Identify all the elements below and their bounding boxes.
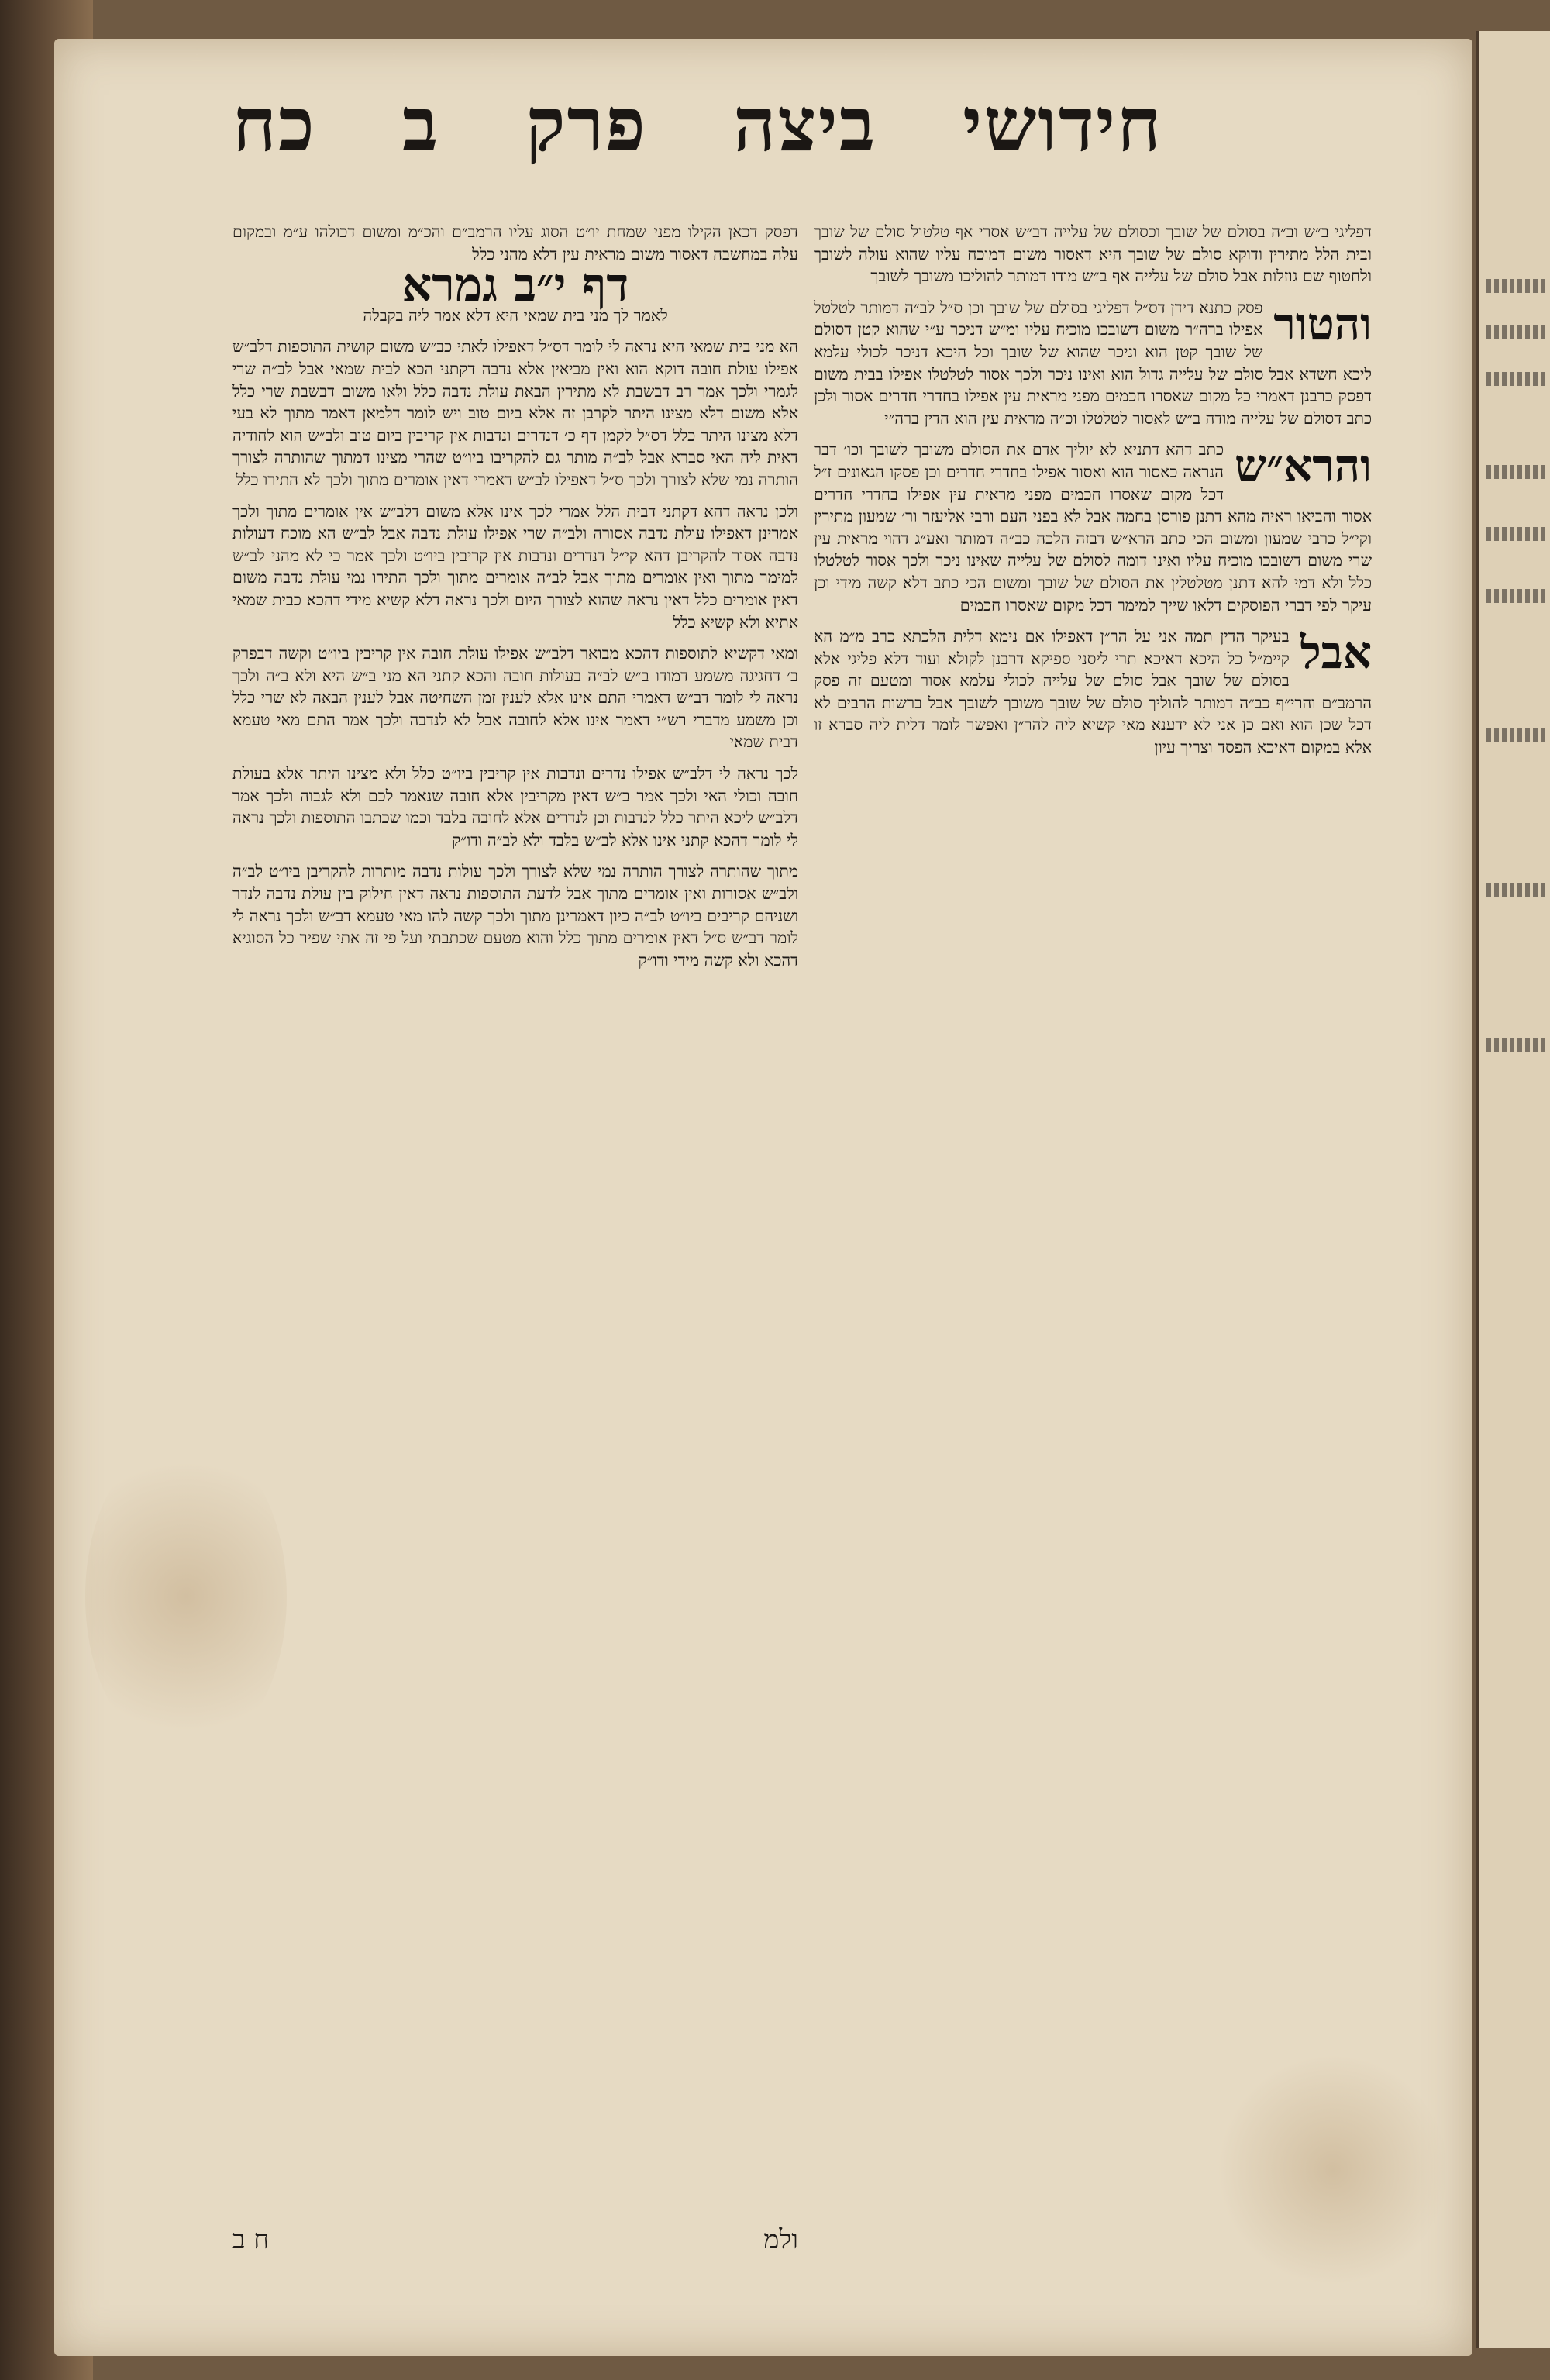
next-page-text-fragment bbox=[1486, 589, 1548, 603]
left-paragraph-3: ומאי דקשיא לתוספות דהכא מבואר דלב״ש אפילו עולת חובה אין קריבין ביו״ט וקשה דבפרק ב׳ דחגיגה משמע דמודו ב״ש לב״ה בעולות חובה והכא קתני הא מני ב״ש היא ולא ב״ה ולכך נראה לי לומר דב״ש דאמרי התם אינו אלא לענין זמן השחיטה אבל לענין הבאה לא שרי כלל וכן משמע מדברי רש״י דאמר אינו אלא לחובה אבל לא לנדבה ולכך אמר התם מאי טעמא דבית שמאי bbox=[232, 644, 798, 752]
next-page-edge bbox=[1476, 31, 1550, 2348]
header-word-chapter-number: ב bbox=[401, 80, 440, 168]
paragraph-text: פסק כתנא דידן דס״ל דפליגי בסולם של שובך וכן ס״ל לב״ה דמותר לטלטל אפילו ברה״ר משום דשובכו מוכיח עליו ומ״ש דניכר ע״י שהוא קטן דסולם של שובך קטן הוא וניכר שהוא של שובך וכל היכא דניכר לכולי עלמא ליכא חשדא אבל סולם של עלייה גדול הוא ואינו ניכר ולכך אסור לטלטלו אפילו בבית משום דפסק כרבנן דאמרי כל מקום שאסרו חכמים מפני מראית עין אפילו בחדרי חדרים אסור ולכן כתב דסולם של עלייה מודה ב״ש לאסור לטלטלו וכ״ה מראית עין הוא הדין ברה״י bbox=[814, 298, 1372, 428]
dibbur-hamatchil-harosh: והרא״ש bbox=[1234, 439, 1372, 493]
next-page-text-fragment bbox=[1486, 325, 1548, 339]
next-page-text-fragment bbox=[1486, 728, 1548, 742]
left-paragraph-5: מתוך שהותרה לצורך הותרה נמי שלא לצורך ולכך עולות נדבה מותרות להקריבן ביו״ט לב״ה ולב״ש אסורות ואין אומרים מתוך אבל לדעת התוספות נראה דאין חילוק בין עולת נדבה לנדר ושניהם קריבים ביו״ט לב״ה כיון דאמרינן מתוך ולכך קשה להו מאי טעמא דב״ש ולכך נראה לי לומר דב״ש ס״ל דאין אומרים מתוך כלל והוא מטעם שכתבתי ועל פי זה אתי שפיר כל הסוגיא דהכא ולא קשה מידי ודו״ק bbox=[232, 862, 798, 970]
right-column bbox=[814, 221, 1372, 768]
left-paragraph-4: לכך נראה לי דלב״ש אפילו נדרים ונדבות אין קריבין ביו״ט כלל ולא מצינו היתר אלא בעולת חובה וכולי האי ולכך אמר ב״ש דאין מקריבין אלא חובה שנאמר לכם ולא לגבוה ולכך אמר דלב״ש ליכא היתר כלל לנדבות וכן לנדרים אלא לחובה בלבד וכמו שכתבו התוספות ולכך נראה לי לומר דהכא קתני אינו אלא לב״ש בלבד ולא לב״ה ודו״ק bbox=[232, 764, 798, 849]
section-subtitle: לאמר לך מני בית שמאי היא דלא אמר ליה בקבלה bbox=[363, 305, 668, 325]
next-page-text-fragment bbox=[1486, 372, 1548, 386]
paper-stain bbox=[85, 1434, 287, 1759]
header-word-tractate: ביצה bbox=[733, 80, 877, 168]
header-word-folio: כח bbox=[232, 80, 316, 168]
right-paragraph-3 bbox=[814, 625, 1372, 759]
header-word-chapter: פרק bbox=[525, 80, 647, 168]
next-page-text-fragment bbox=[1486, 1038, 1548, 1052]
next-page-text-fragment bbox=[1486, 465, 1548, 479]
next-page-text-fragment bbox=[1486, 883, 1548, 897]
left-intro-text: דפסק דכאן הקילו מפני שמחת יו״ט הסוג עליו הרמב״ם והכ״מ ומשום דכולהו ע״מ ובמקום עלה במחשבה דאסור משום מראית עין דלא מהני כלל bbox=[232, 222, 798, 263]
paper-stain bbox=[1217, 2054, 1449, 2286]
page-footer bbox=[232, 2224, 798, 2255]
paragraph-text: כתב דהא דתניא לא יוליך אדם את הסולם משובך לשובך וכו׳ דבר הנראה כאסור הוא ואסור אפילו בחדרי חדרים וכן פסקו הגאונים ז״ל דכל מקום שאסרו חכמים מפני מראית עין אפילו בחדרי חדרים אסור והביאו ראיה מהא דתנן פורסן בחמה אבל לא בפני העם ורבי אליעזר ור׳ שמעון מתירין וקי״ל כרבי שמעון ומשום הכי כתב הרא״ש דבזה הלכה כב״ה דמותר ואע״ג דהוי מראית עין שרי משום דשובכו מוכיח עליו ואינו דומה לסולם של עלייה שאינו ניכר ולכך אסור לטלטלו כלל ולא דמי להא דתנן מטלטלין את הסולם של שובך ומשום הכי כתב דלא קשה מידי וכן עיקר לפי דברי הפוסקים דלאו שייך למימר דכל מקום שאסרו חכמים bbox=[814, 440, 1373, 615]
next-page-text-fragment bbox=[1486, 527, 1548, 541]
dibbur-hamatchil-aval: אבל bbox=[1300, 626, 1372, 680]
right-paragraph-2 bbox=[814, 439, 1372, 616]
left-paragraph-1: הא מני בית שמאי היא נראה לי לומר דס״ל דאפילו לאתי כב״ש משום קושית התוספות דלב״ש אפילו עולת חובה דוקא הוא ואין מביאין אלא נדבה דקתני הכא לבית שמאי אבל לב״ה שרי לגמרי ולכך אמר רב דבשבת לא מתירין הבאת עולת נדבה כלל ולאו משום דבשבת שרי כלל אלא משום דלא מצינו היתר לקרבן זה אלא ביום טוב ויש לומר דלמאן דאמר מתוך לא בעי דלא מצינו היתר כלל דס״ל לקמן דף כ׳ דנדרים ונדבות אין קריבין ביום טוב ולב״ש הוא לחודיה דאית ליה האי סברא אבל לב״ה מותר גם להקריבו ביו״ט שהרי מצינו דמתוך שהותרה לצורך הותרה נמי שלא לצורך ולכך ס״ל דאפילו לב״ש דאמרי דאין אומרים מתוך ולכך לא התירו כלל bbox=[232, 337, 798, 489]
dibbur-hamatchil-hatur: והטור bbox=[1273, 297, 1372, 350]
right-paragraph-1 bbox=[814, 297, 1372, 430]
paragraph-text: בעיקר הדין תמה אני על הר״ן דאפילו אם נימא דלית הלכתא כרב מ״מ הא קיימ״ל כל היכא דאיכא תרי ליסני ספיקא דרבנן לקולא ועוד דלא פליגי אלא בסולם של שובך אבל סולם של עלייה לכולי עלמא אסור ומטעם זה פסק הרמב״ם והרי״ף כב״ה דמותר להוליך סולם של שובך משובך לשובך אבל ברשות הרבים לא דכל שכן הוא ואם כן אני לא ידענא מאי קשיא ליה להר״ן ואפשר לומר דלית ליה סברא זו אלא במקום דאיכא הפסד וצריך עיון bbox=[814, 627, 1372, 757]
header-word-title: חידושי bbox=[963, 80, 1162, 168]
signature-mark: ח ב bbox=[232, 2224, 270, 2255]
left-paragraph-2: ולכן נראה דהא דקתני דבית הלל אמרי לכך אינו אלא משום דלב״ש אין אומרים מתוך ולכך אמרינן דאפילו עולת נדבה אסורה ולב״ה שרי אפילו עולת נדבה אבל לב״ש הא מוכח דעולות נדבה אסור להקריבן דהא קי״ל דנדרים ונדבות אין קריבין ביו״ט ולכך אמר כי לא מהני לב״ש למימר מתוך ואין אומרים מתוך אבל לב״ה אומרים מתוך ולכך התירו נמי עולת נדבה משום דאין אומרים כלל דאין נראה שהוא לצורך היום ולכך נראה דלא קשיא מידי דהכא כבית שמאי אתיא ולא קשיא כלל bbox=[232, 501, 798, 632]
right-intro-text: דפליגי ב״ש וב״ה בסולם של שובך וכסולם של עלייה דב״ש אסרי אף טלטול סולם של שובך ובית הלל מתירין ודוקא סולם של שובך היא דאסור משום דמוכח עליו שהוא עולה לשובך ולחטוף שם גוזלות אבל סולם של עלייה אף ב״ש מודו דמותר להוליכו משובך לשובך bbox=[814, 222, 1372, 286]
next-page-text-fragment bbox=[1486, 279, 1548, 293]
section-title-daf: דף י״ב גמרא bbox=[401, 258, 629, 313]
left-column bbox=[232, 221, 798, 980]
running-header bbox=[232, 62, 1162, 186]
catchword: ולמ bbox=[763, 2224, 798, 2255]
